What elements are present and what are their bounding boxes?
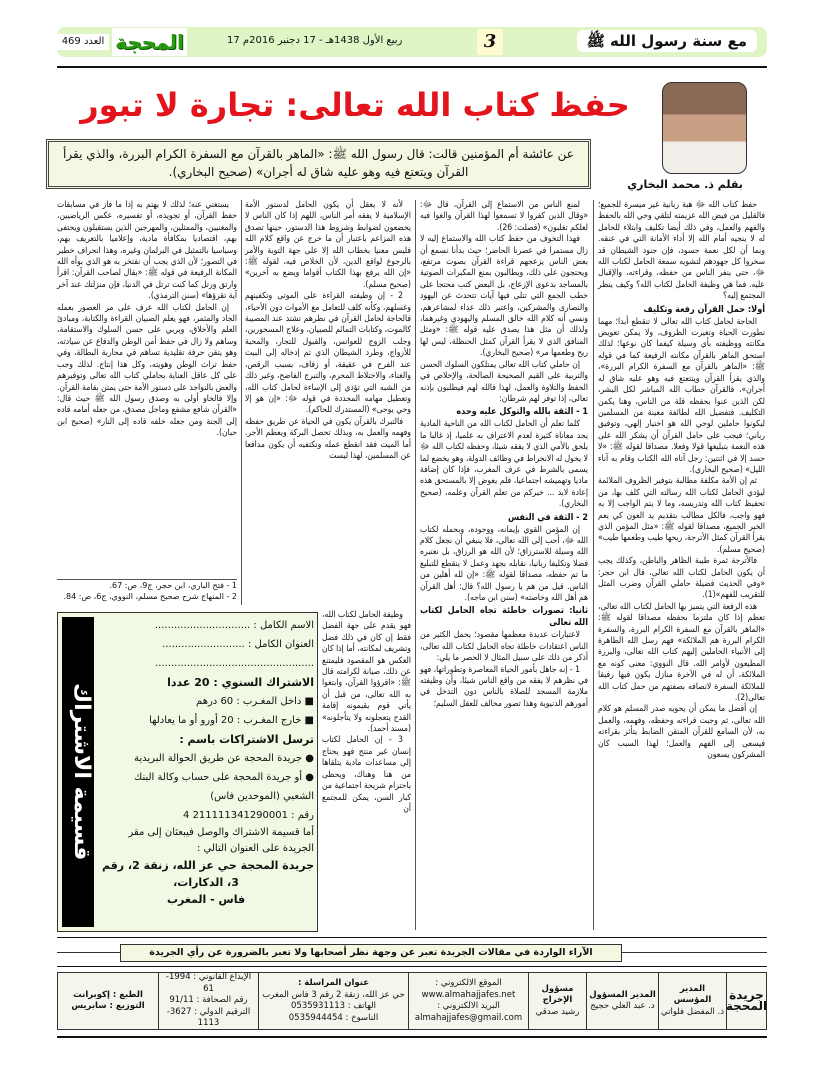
paragraph: فالتبرك بالقرآن يكون في الحياة عن طريق حفظه وفهمه والعمل به، وبذلك تحصل البركة ويعظم الأجر. أما الميت فقد انقطع عمله ونكتفيه أن يكون مدافعا عن المسلمين، لهذا ليست (245, 416, 411, 461)
account-number: رقم : 211111341290001 4 (183, 810, 314, 821)
paragraph: 1 - إنه جاهل بأمور الحياة المعاصرة وتطوراتها، فهو في نظرهم لا يفقه من واقع الناس شيئا، وأن وظيفته ملازمة المسجد للصلاة بالناس دون التدخل في أمورهم الدنيوية وهذا تصور مخالف للعقل السليم؛ (420, 664, 588, 709)
footnote: 2 - المنهاج شرح صحيح مسلم، النووي، ج6، ص: 84. (63, 592, 237, 601)
label: المدير المؤسس (673, 983, 712, 1006)
paragraph: 2 - إن وظيفته القراءة على الموتى وتكفينهم وغسلهم، وكأنه كلف للتعامل مع الأموات دون الأحياء، فالحاجة لحامل القرآن في نظرهم تشتد عند المصيبة كالموت، وكتابات التمائم للصبيان، وعلاج المسحورين، وجلب الزوج للعوانس، والقبول للتجار، والمحبة للأزواج، وطرد الشيطان الذي تم إدخاله إلى البيت عند الفرح في عقيقة، أو زفاف، بسبب الرقص، والغناء، والاختلاط المحرم، والتبرج الفاضح، وغير ذلك من الشبه التي تؤدي إلى الإساءة لحامل كتاب الله، وتعطيل مهامه المحددة في قوله ﷻ: «إن هو إلا وحي يوحى» (المستدرك للحاكم). (245, 291, 411, 416)
column-divider (241, 200, 242, 605)
label: البريد الالكتروني : (437, 1001, 500, 1011)
article-column-3 (245, 200, 411, 462)
press-number: رقم الصحافة : 91/11 (169, 995, 248, 1006)
issn: الترقيم الدولي : 3627-1113 (166, 1006, 251, 1029)
article-column-3-narrow (322, 610, 411, 815)
address: فاس - المغرب (166, 893, 246, 906)
annual-subscription: الاشتراك السنوي : 20 عددا (167, 676, 314, 689)
paragraph: يستغني عنه؛ لذلك لا يهتم به إذا ما فاز في مسابقات حفظ القرآن، أو تجويده، أو تفسيره، عكس الرياضيين، والمغنيين، والممثلين، والمهرجين الذين يستقبلون ويحتفى بهم، اقتصاديا بمكافأة مادية، وإعلاميا بالتعريف بهم، وسياسيا بالتمثيل في البرلمان وغيره، وهذا انحراف خطير في التصور؛ لأن الذي يجب أن نفتخر به هو الذي بوأه الله المكانة الرفيعة في قوله ﷺ: «يقال لصاحب القرآن: اقرأ وارتق ورتل كما كنت ترتل في الدنيا، فإن منزلتك عند آخر آية تقرؤها» (سنن الترمذي). (57, 200, 237, 302)
address-field[interactable]: العنوان الكامل : .......................... (162, 639, 314, 650)
hadith-box: عن عائشة أم المؤمنين قالت: قال رسول الله ﷺ: «الماهر بالقرآن مع السفرة الكرام البررة، والذي يقرأ القرآن ويتعتع فيه وهو عليه شاق له أجران» (صحيح البخاري). (46, 139, 591, 189)
name-label: الاسم الكامل : (253, 620, 314, 631)
mailing-address: حي عز الله، زنقة 2 رقم 3 فاس المغرب (262, 989, 405, 1000)
legal-deposit: الإيداع القانوني : 1994-61 (165, 972, 252, 994)
address-line-2[interactable]: .................................................. (155, 658, 314, 669)
masthead-table (57, 972, 767, 1030)
distributor: التوزيع : سابريس (71, 1001, 145, 1011)
address: 3، الدكارات، (173, 876, 239, 889)
footnote: 1 - فتح الباري، ابن حجر، ج9، ص: 67. (109, 581, 237, 590)
author-photo (662, 82, 747, 174)
paragraph: لمنع الناس من الاستماع إلى القرآن، قال ﷻ: «وقال الذين كفروا لا تسمعوا لهذا القرآن والغوا فيه لعلكم تغلبون» (فصلت: 26). (420, 200, 588, 233)
founder: ذ. المفضل فلواتي (661, 1006, 724, 1017)
divider (57, 966, 767, 967)
paragraph: فالأترجة ثمرة طيبة الظاهر والباطن، وكذلك يجب أن يكون الحامل لكتاب الله تعالى، قال ابن حجر: «وفي الحديث فضيلة حاملي القرآن وضرب المثل للتقريب للفهم»(1). (598, 556, 765, 601)
section-heading: 1 - الثقة بالله والتوكل عليه وحده (456, 407, 588, 418)
article-title: حفظ كتاب الله تعالى: تجارة لا تبور (80, 86, 630, 124)
footnotes (57, 579, 237, 602)
paragraph: إن حاملي كتاب الله تعالى يمتلكون السلوك الحسن والتربية على القيم الصحيحة الصالحة، والإخلاص في الحفظ والتلاوة والعمل، لهذا فالله لهم فيطلبون بإذنه تعالى، إذا توفر لهم شرطان: (420, 359, 588, 404)
section-title: مع سنة رسول الله ﷺ (577, 30, 757, 52)
section-heading: 2 - الثقة في النفس (507, 512, 588, 523)
paragraph: إن الحامل لكتاب الله عرف على مر العصور بعمله الجاد والمثمر، فهو يعلم الصبيان القراءة والكتابة، ومبادئ العلم والأخلاق، ويربي على حسن السلوك والاستقامة، وساهم ولا زال في حفظ أمن الوطن والدفاع عن سيادته، وهو يتقن حرفة تقليدية تساهم في محاربة البطالة، وفي حفظ تراث الوطن وهويته، وكل هذا إنتاج. لذلك وجب على كل عاقل العناية بحاملي كتاب الله تعالى وتوقيرهم والعض بالنواجذ على دستور الأمة حتى يمتن بقامة القرآن. وإلا فالخاو أولى به وصدق رسول الله ﷺ حيث قال: «القرآن شافع مشفع وماحل مصدق، من جعله أمامه قاده إلى الجنة ومن جعله خلفه قاده إلى النار» (صحيح ابن حبان). (57, 302, 237, 439)
director: د. عبد العلي حجيج (590, 1001, 655, 1011)
paragraph: إن أفضل ما يمكن أن يحويه صدر المسلم هو كلام الله تعالى، ثم وجبت قراءته وحفظه، وفهمه، والعمل به، لأن السامع للقرآن المتقن الضابط يتأثر بقراءته فيسعى إلى الفهم والعمل؛ لهذا السبب كان المشركون يسعون (598, 704, 765, 761)
send-title: ترسل الاشتراكات باسم : (179, 733, 314, 746)
paragraph: لاعتبارات عديدة معظمها مقصود؛ يحمل الكثير من الناس اعتقادات خاطئة تجاه الحامل لكتاب الله تعالى، أذكر من ذلك على سبيل المثال لا الحصر ما يلي: (420, 630, 588, 664)
issue-date: 17 ربيع الأول 1438هـ - 17 دجنبر 2016م (227, 35, 403, 46)
paragraph: هذه الرفعة التي يتميز بها الحامل لكتاب الله تعالى، تعظم إذا كان ملتزما بحفظه مصداقا لقوله ﷺ: «الماهر بالقرآن مع السفرة الكرام البررة، والسفرة الكرام البررة هم الملائكة» فهم رسل الله الطاهرة إلى الأنبياء الحاملين إليهم كتاب الله تعالى، والبررة المطيعون لأوامر الله. قال النووي: معنى كونه مع الملائكة، أن له في الآخرة منازل يكون فيها رفيقا للملائكة السفرة لاتصافه بصفتهم من حمل كتاب الله تعالى(2). (598, 601, 765, 704)
paragraph: حفظ كتاب الله ﷻ هبة ربانية غير ميسرة للجميع؛ فالقليل من فيض الله عزيمته لتلقي وحي الله بالحفظ والفهم والعمل، وفي ذلك أيضا تكليف وابتلاء للحامل له لا ينجيه أمام الله إلا أداء الأمانة التي في عنقه. وبما أن لكل نعمة حسود، فإن جنود الشيطان قد سخروا كل جهودهم لتشويه سمعة الحامل لكتاب الله ﷻ، حتى ينفر الناس من حفظه، وقراءته، والإقبال عليه. فما هي وظيفة الحامل لكتاب الله؟ وكيف ينظر المجتمع إليه؟ (598, 200, 765, 302)
paragraph: كلما تعلم أن الحامل لكتاب الله من الناحية المادية يجد معاناة كثيرة لعدم الاعتراف به علميا، إذ غالبا ما يلحق بالأمي الذي لا يفقه شيئا، وحفظه لكتاب الله ﷻ لا يخول له الانخراط في وظائف الدولة، وهو يخضع لما يسمى بالشرط في عرف المغرب، فإذا كان إضافة ماديا وتهميشه اجتماعيا، فلم يعوض إلا بالمستحق هذه إعادة لابد ... خيركم من تعلم القرآن وعلمه، (صحيح البخاري). (420, 419, 588, 510)
header-rule (57, 66, 767, 68)
price-outside: خارج المغـرب : 20 أورو أو ما يعادلها (149, 715, 302, 726)
address-label: العنوان الكامل : (247, 639, 314, 650)
email-link[interactable]: almahajjafes@gmail.com (414, 1012, 523, 1023)
printer: الطبع : إكوبرانت (73, 989, 143, 1000)
address: جريدة المحجة حي عز الله، زنقة 2، رقم (101, 859, 314, 872)
article-column-2 (420, 200, 588, 710)
label: عنوان المراسلة : (297, 978, 370, 988)
paragraph: لأنه لا يعقل أن يكون الحامل لدستور الأمة الإسلامية لا يفقه أمر الناس، اللهم إذا كان الناس لا يخضعون لضوابط وشروط هذا الدستور، حينها تصدق هذه المزاعم باعتبار أن ما خرج عن واقع كلام الله فليس معنيا بخطاب الله إلا على جهة التوبة والأمر بالرجوع لواقع الدين، لأن الخلاص فيه، لقوله ﷺ: «إن الله يرفع بهذا الكتاب أقواما ويضع به آخرين» (صحيح مسلم). (245, 200, 411, 290)
paper-name: جريدة المحجة (725, 987, 768, 1013)
divider (57, 937, 767, 938)
bank-name: الشعبي (الموحدين فاس) (210, 791, 314, 802)
phone: الهاتف : 0535931113 (291, 1001, 376, 1011)
fax: الناسوخ : 0535944454 (288, 1012, 379, 1023)
label: الموقع الالكتروني : (435, 978, 502, 988)
section-heading: ثانيا: تصورات خاطئة تجاه الحامل لكتاب الله تعالى (420, 606, 588, 629)
name-field[interactable]: الاسم الكامل : .............................. (154, 620, 314, 631)
layout-editor: رشيد صدقي (535, 1006, 580, 1017)
subscription-form-content: الاسم الكامل : .............................. العنوان الكامل : .......................... .................................................. الاشتراك السنوي : 20 عددا ■ داخل المغـرب : 60 درهم ■ خارج المغـرب : 20 أورو أو ما يعادلها ترسل الاشتراكات باسم : ● جريدة المحجة عن طريق الحوالة البريدية ● أو جريدة المحجة على حساب وكالة البنك الشعبي (الموحدين فاس) رقم : 211111341290001 4 أما قسيمة الاشتراك والوصل فيبعثان إلى مقر الجريدة على العنوان التالي : جريدة المحجة حي عز الله، زنقة 2، رقم 3، الدكارات، فاس - المغرب (98, 616, 314, 908)
section-heading: أولا: حمل القرآن رفعة وتكليف (643, 304, 765, 315)
payment-option: جريدة المحجة عن طريق الحوالة البريدية (134, 753, 303, 764)
paragraph: 3 - إن الحامل لكتاب إنسان غير منتج فهو يحتاج إلى مساعدات مادية يتلقاها من هنا وهناك، ويحظى باحترام شريحة اجتماعية من كبار السن، يمكن للمجتمع أن (322, 735, 411, 814)
article-column-1 (598, 200, 765, 762)
footer-rule (57, 1036, 767, 1038)
paragraph: إن المؤمن القوي بإيمانه، ووجوده، وبحمله لكتاب الله ﷻ، أحب إلى الله تعالى، فلا ينبغي أن نجعل كلام الله وسيلة للاسترزاق؛ لأن الله هو الرزاق، بل نعتبره فضلا وتكليفا ربانيا، نقابله بجهد وعمل لا ينقطع للتبليغ ما تم حفظه، مصداقا لقوله ﷺ: «إن لله أهلين من الناس. قيل من هم يا رسول الله؟ قال: أهل القرآن هم أهل الله وخاصته» (سنن ابن ماجه). (420, 524, 588, 603)
note: الجريدة على العنوان التالي : (197, 843, 314, 854)
paragraph: وظيفة الحامل لكتاب الله، فهو يقدم على جهة الفضل فقط إن كان في ذلك فضل وتشريف لمكانته، أما إذا كان العكس هو المقصود فليمتنع عن ذلك، صيانة لكرامته قال ﷺ: «اقرؤوا القرآن، وابتغوا به الله تعالى، من قبل أن يأتي قوم يقيمونه إقامة القدح يتعجلونه ولا يتأجلونه» (مسند أحمد). (322, 610, 411, 735)
payment-option: أو جريدة المحجة على حساب وكالة البنك (134, 772, 303, 783)
paragraph: ثم إن الأمة مكلفة مطالبة بتوفير الظروف الملائمة ليؤدي الحامل لكتاب الله رسالته التي كلف بها، من تحفيظ كتاب الله وتدريسه، وما لا يتم الواجب إلا به فهو واجب، فالكل مطالب بتقديم يد العون كي يعم الخير الجميع، مصداقا لقوله ﷺ: «مثل المؤمن الذي يقرأ القرآن كمثل الأترجة، ريحها طيب وطعمها طيب» (صحيح مسلم). (598, 476, 765, 555)
disclaimer: الآراء الواردة في مقالات الجريدة تعبر عن وجهة نظر أصحابها ولا تعبر بالضرورة عن رأي الجريدة (120, 944, 622, 962)
author-byline: بقلم ذ. محمد البخاري (627, 178, 743, 191)
paragraph: فهذا التخوف من حفظ كتاب الله والاستماع إليه لا زال مستمرا في عصرنا الحاضر؛ حيث بدأنا نسمع أن بعض الناس يزعجهم قراءة القرآن بصوت مرتفع، ويحتجون على ذلك، ويطالبون بمنع المكبرات الصوتية بالمساجد بدعوى الإزعاج، بل البعض كتب محتجا على خطب الجمع التي تتلى فيها آيات تتحدث عن اليهود والنصارى والمشركين، واعتبر ذلك عداء لمشاعرهم، ونسي أنه كلام الله خالق المسلم واليهودي وغيرهما، ولذلك أن مثل هذا يصدق عليه قوله ﷺ: «ومثل المنافق الذي لا يقرأ القرآن كمثل الحنظلة، ليس لها ريح وطعمها مر» (صحيح البخاري). (420, 234, 588, 359)
label: مسؤول الإخراج (541, 983, 574, 1006)
column-divider (415, 200, 416, 930)
page-number: 3 (477, 29, 503, 55)
subscription-strip-title: قسيمة الاشتراك (62, 617, 94, 927)
page-header (57, 27, 767, 57)
label: المدير المسؤول (589, 989, 656, 1000)
note: أما قسيمة الاشتراك والوصل فيبعثان إلى مقر (128, 827, 314, 838)
article-column-4 (57, 200, 237, 440)
paragraph: الحاجة لحامل كتاب الله تعالى لا تنقطع أبدا؛ مهما تطورت الحياة وتغيرت الظروف، ولا يمكن تعويض مكانته ووظيفته بأي وسيلة كيفما كان نوعها؛ لذلك استحق الماهر بالقرآن مكانته الرفيعة كما في قوله ﷺ: «الماهر بالقرآن مع السفرة الكرام البررة»، والذي يقرأ القرآن ويتتعتع فيه وهو عليه شاق له أجران»، فالقرآن خطاب الله المباشر لكل البشر، لكن الذين عنوا بحفظه قلة من الناس، وهنا يكمن التكليف. فتفضيل الله لطائفة معينة من المسلمين ليكونوا حاملين لوحي الله هو اختيار إلهي، وتوفيق رباني؛ فيجب على حامل القرآن أن يشكر الله على هذه النعمة بتبليغها قولا وفعلا. مصداقا لقوله ﷺ: «لا حسد إلا في اثنتين: رجل آتاه الله الكتاب وقام به آناء الليل» (صحيح البخاري). (598, 316, 765, 475)
column-divider (593, 200, 594, 930)
newspaper-logo: المحجة (112, 28, 187, 56)
price-inside: داخل المغـرب : 60 درهم (196, 696, 302, 707)
website-link[interactable]: www.almahajjafes.net (421, 989, 516, 1000)
issue-number: العدد 469 (57, 34, 109, 50)
